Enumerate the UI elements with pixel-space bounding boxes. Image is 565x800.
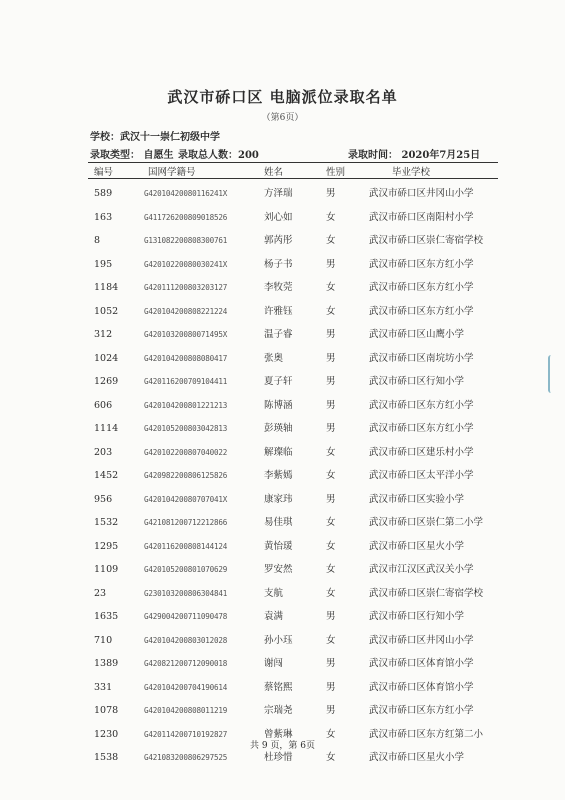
row-graduation-school: 武汉市硚口区太平洋小学 <box>369 470 474 481</box>
table-row <box>88 300 498 324</box>
row-graduation-school: 武汉市硚口区崇仁寄宿学校 <box>369 235 484 246</box>
row-student-id: G420104200801221213 <box>144 400 228 410</box>
row-name: 曾紫琳 <box>264 728 293 740</box>
row-number: 1230 <box>94 728 119 740</box>
row-number: 1532 <box>94 517 119 528</box>
row-number: 1295 <box>94 540 119 552</box>
table-row <box>88 582 498 606</box>
row-name: 罗安然 <box>264 564 293 575</box>
row-number: 589 <box>94 188 113 199</box>
row-graduation-school: 武汉市硚口区崇仁寄宿学校 <box>369 587 484 599</box>
row-gender: 男 <box>326 352 336 364</box>
row-number: 956 <box>94 493 113 505</box>
table-row <box>88 417 498 441</box>
row-gender: 女 <box>326 211 336 223</box>
row-number: 195 <box>94 258 113 270</box>
header-student-id: 国网学籍号 <box>148 167 196 178</box>
table-row <box>88 488 498 512</box>
row-student-id: G42010420080116241X <box>144 189 228 198</box>
header-name: 姓名 <box>264 167 284 178</box>
row-graduation-school: 武汉市硚口区井冈山小学 <box>369 634 474 646</box>
row-name: 解璨临 <box>264 446 293 458</box>
header-number: 编号 <box>94 167 114 178</box>
row-graduation-school: 武汉市硚口区东方红小学 <box>369 305 474 317</box>
row-student-id: G420116200808144124 <box>144 541 228 551</box>
row-gender: 男 <box>326 658 336 669</box>
total-admitted: 录取总人数：200 <box>178 150 259 161</box>
row-number: 1109 <box>94 564 119 575</box>
row-student-id: G42010320080071495X <box>144 330 228 339</box>
row-graduation-school: 武汉市硚口区实验小学 <box>369 493 465 505</box>
row-name: 杨子书 <box>264 258 293 270</box>
row-graduation-school: 武汉市硚口区星火小学 <box>369 540 465 552</box>
row-gender: 男 <box>326 611 336 622</box>
row-graduation-school: 武汉市硚口区井冈山小学 <box>369 188 474 199</box>
table-row <box>88 323 498 347</box>
table-row <box>88 511 498 535</box>
row-gender: 女 <box>326 282 336 293</box>
row-graduation-school: 武汉市江汉区武汉关小学 <box>369 564 474 575</box>
row-student-id: G42010220080030241X <box>144 259 228 269</box>
table-row <box>88 441 498 465</box>
row-name: 宗瑞尧 <box>264 705 293 716</box>
row-gender: 女 <box>326 446 336 458</box>
row-gender: 女 <box>326 728 336 740</box>
row-gender: 男 <box>326 188 336 199</box>
row-name: 方泽瑞 <box>264 188 293 199</box>
row-name: 许雅钰 <box>264 305 293 317</box>
table-row <box>88 347 498 371</box>
row-name: 温子睿 <box>264 329 293 340</box>
row-name: 袁满 <box>264 611 284 622</box>
row-gender: 男 <box>326 681 336 693</box>
row-student-id: G420104200808011219 <box>144 706 228 715</box>
row-name: 李牧莞 <box>264 282 293 293</box>
row-number: 163 <box>94 211 113 223</box>
row-name: 孙小珏 <box>264 634 293 646</box>
row-number: 1389 <box>94 658 119 669</box>
table-row <box>88 182 498 206</box>
header-gender: 性别 <box>326 167 346 178</box>
row-gender: 男 <box>326 376 336 387</box>
row-number: 710 <box>94 634 113 646</box>
row-student-id: G42010420080707041X <box>144 494 228 504</box>
table-row <box>88 652 498 676</box>
header-graduation-school: 毕业学校 <box>392 167 431 178</box>
row-name: 郭芮彤 <box>264 235 293 246</box>
table-row <box>88 229 498 253</box>
row-name: 康家玮 <box>264 493 293 505</box>
row-student-id: G420104200808221224 <box>144 306 228 316</box>
table-row <box>88 558 498 582</box>
row-gender: 男 <box>326 258 336 270</box>
row-number: 1538 <box>94 752 119 763</box>
row-graduation-school: 武汉市硚口区东方红小学 <box>369 705 474 716</box>
row-gender: 女 <box>326 235 336 246</box>
table-row <box>88 464 498 488</box>
row-gender: 男 <box>326 705 336 716</box>
school-name: 学校：武汉十一崇仁初级中学 <box>90 132 220 143</box>
row-name: 张奥 <box>264 352 284 364</box>
row-gender: 女 <box>326 564 336 575</box>
row-gender: 女 <box>326 305 336 317</box>
row-graduation-school: 武汉市硚口区建乐村小学 <box>369 446 474 458</box>
row-number: 1024 <box>94 352 119 364</box>
row-graduation-school: 武汉市硚口区东方红第二小 <box>369 728 484 740</box>
row-graduation-school: 武汉市硚口区东方红小学 <box>369 258 474 270</box>
row-number: 1052 <box>94 305 119 317</box>
row-name: 杜珍惜 <box>264 752 293 763</box>
row-number: 1452 <box>94 470 119 481</box>
row-name: 黄怡瑗 <box>264 540 293 552</box>
row-gender: 男 <box>326 329 336 340</box>
row-student-id: G420114200710192827 <box>144 729 228 739</box>
row-number: 312 <box>94 329 113 340</box>
row-graduation-school: 武汉市硚口区南垸坊小学 <box>369 352 474 364</box>
row-student-id: G420821200712090018 <box>144 659 228 668</box>
row-gender: 女 <box>326 470 336 481</box>
row-gender: 女 <box>326 752 336 763</box>
page-footer: 共 9 页，第 6页 <box>249 741 316 751</box>
row-student-id: G429004200711090478 <box>144 612 228 621</box>
row-number: 8 <box>94 235 101 246</box>
row-name: 谢闯 <box>264 658 284 669</box>
table-row <box>88 276 498 300</box>
row-number: 1184 <box>94 282 119 293</box>
row-name: 蔡铭熙 <box>264 681 293 693</box>
row-graduation-school: 武汉市硚口区东方红小学 <box>369 423 474 434</box>
row-student-id: G420104200803012028 <box>144 635 228 645</box>
row-student-id: G420102200807040022 <box>144 447 228 457</box>
row-number: 606 <box>94 399 113 411</box>
row-number: 1269 <box>94 376 119 387</box>
row-graduation-school: 武汉市硚口区体育馆小学 <box>369 681 474 693</box>
row-number: 1635 <box>94 611 119 622</box>
table-header <box>88 164 498 178</box>
row-student-id: G421083200806297525 <box>144 753 228 762</box>
row-graduation-school: 武汉市硚口区体育馆小学 <box>369 658 474 669</box>
row-name: 陈博涵 <box>264 399 293 411</box>
row-number: 331 <box>94 681 113 693</box>
table-row <box>88 676 498 700</box>
document-title: 武汉市硚口区 电脑派位录取名单 <box>167 88 398 106</box>
table-row <box>88 629 498 653</box>
row-name: 刘心如 <box>264 211 293 223</box>
row-graduation-school: 武汉市硚口区东方红小学 <box>369 282 474 293</box>
table-body <box>88 182 498 770</box>
page-label: （第6页） <box>261 113 304 123</box>
row-name: 支航 <box>264 587 284 599</box>
table-row <box>88 394 498 418</box>
row-graduation-school: 武汉市硚口区行知小学 <box>369 376 465 387</box>
row-student-id: G420116200709104411 <box>144 377 228 386</box>
row-student-id: G131082200808300761 <box>144 236 228 245</box>
row-student-id: G420104200704190614 <box>144 682 228 692</box>
table-top-rule <box>88 162 498 163</box>
row-gender: 男 <box>326 423 336 434</box>
row-graduation-school: 武汉市硚口区星火小学 <box>369 752 465 763</box>
row-gender: 女 <box>326 587 336 599</box>
row-student-id: G420111200803203127 <box>144 283 228 292</box>
table-row <box>88 206 498 230</box>
row-graduation-school: 武汉市硚口区行知小学 <box>369 611 465 622</box>
row-name: 李紫嫣 <box>264 470 293 481</box>
table-header-rule <box>88 178 498 179</box>
table-row <box>88 253 498 277</box>
row-student-id: G421081200712212866 <box>144 518 228 527</box>
row-gender: 女 <box>326 540 336 552</box>
row-number: 23 <box>94 587 107 599</box>
row-number: 203 <box>94 446 113 458</box>
row-student-id: G420982200806125826 <box>144 471 228 480</box>
row-student-id: G420105200801070629 <box>144 565 228 574</box>
table-row <box>88 370 498 394</box>
row-number: 1114 <box>94 423 119 434</box>
row-name: 彭瑛轴 <box>264 423 293 434</box>
row-student-id: G420104200808080417 <box>144 353 228 363</box>
row-graduation-school: 武汉市硚口区东方红小学 <box>369 399 474 411</box>
row-student-id: G230103200806304841 <box>144 588 228 598</box>
row-name: 夏子轩 <box>264 376 293 387</box>
row-student-id: G420105200803042813 <box>144 424 228 433</box>
admission-type: 录取类型： 自愿生 <box>90 150 174 161</box>
row-gender: 女 <box>326 517 336 528</box>
table-row <box>88 535 498 559</box>
row-name: 易佳琪 <box>264 517 293 528</box>
row-gender: 男 <box>326 399 336 411</box>
table-row <box>88 699 498 723</box>
table-row <box>88 605 498 629</box>
row-student-id: G411726200809018526 <box>144 212 228 222</box>
row-graduation-school: 武汉市硚口区山鹰小学 <box>369 329 465 340</box>
admission-time: 录取时间： 2020年7月25日 <box>348 150 481 161</box>
edge-mark <box>548 355 558 393</box>
row-number: 1078 <box>94 705 119 716</box>
row-graduation-school: 武汉市硚口区崇仁第二小学 <box>369 517 484 528</box>
row-graduation-school: 武汉市硚口区南阳村小学 <box>369 211 474 223</box>
row-gender: 女 <box>326 634 336 646</box>
row-gender: 男 <box>326 493 336 505</box>
